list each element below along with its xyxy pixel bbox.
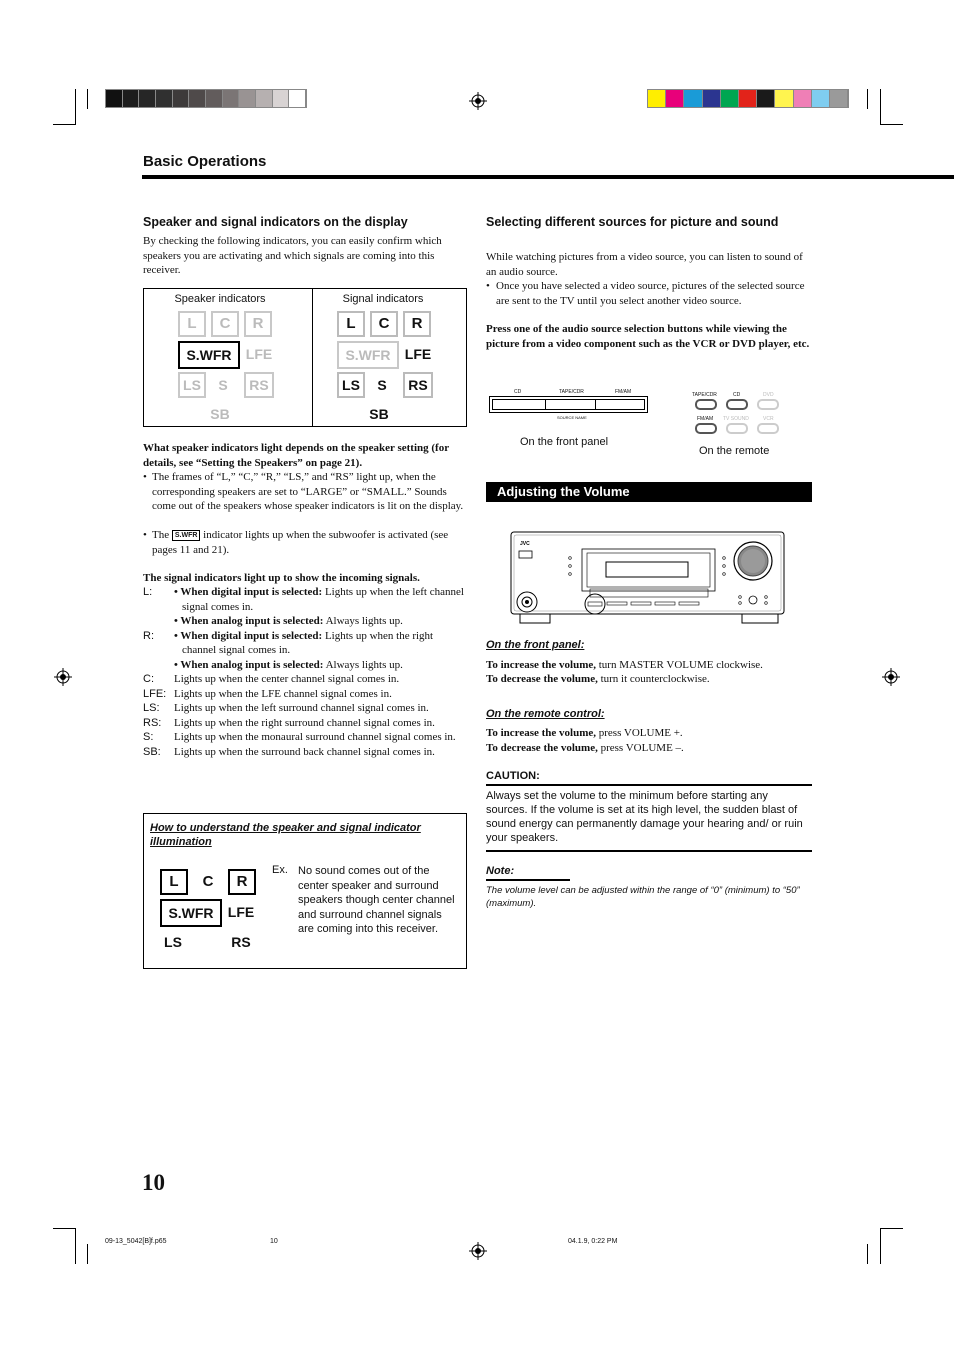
example-ind-c: C <box>202 873 214 890</box>
table-divider <box>312 289 313 426</box>
signal-list-item <box>143 716 467 731</box>
grayscale-swatch <box>139 90 156 107</box>
signal-description <box>174 672 467 687</box>
signal-label: S: <box>143 731 154 743</box>
registration-target-icon <box>54 668 72 686</box>
signal-list-item <box>143 730 467 745</box>
signal-condition: • When analog input is selected: <box>174 615 324 627</box>
grayscale-swatch <box>273 90 290 107</box>
caution-text: Always set the volume to the minimum before starting any sources. If the volume is set at its high level, the sudden blast of sound energy can permanently damage your hearing and/ or ruin your speakers. <box>486 790 803 844</box>
footer-date: 04.1.9, 0:22 PM <box>568 1238 618 1245</box>
color-swatch <box>703 90 721 107</box>
signal-label: L: <box>143 586 153 598</box>
signal-label: LS: <box>143 702 160 714</box>
remote-cd-button[interactable] <box>726 399 748 410</box>
sources-instruction: Press one of the audio source selection buttons while viewing the picture from a video component such as the VCR or DVD player, etc. <box>486 323 810 350</box>
color-swatch <box>830 90 848 107</box>
signal-list-item <box>143 672 467 687</box>
remote-vcr-button[interactable] <box>757 423 779 434</box>
fp-dec-text: turn it counterclockwise. <box>597 673 710 685</box>
front-panel-caption: On the front panel <box>520 436 609 448</box>
swfr-inline-badge: S.WFR <box>172 530 201 541</box>
grayscale-bar <box>105 89 307 108</box>
signal-ind-ls: LS <box>337 372 365 398</box>
bullet-swfr-pre: The <box>152 529 170 541</box>
signal-description <box>174 585 467 614</box>
signal-ind-lfe: LFE <box>404 346 432 362</box>
speaker-ind-l: L <box>178 311 206 337</box>
speaker-ind-r: R <box>244 311 272 337</box>
caution-rule-top <box>486 784 812 786</box>
signal-label: R: <box>143 629 154 642</box>
fp-label-tapecdr: TAPE/CDR <box>559 389 584 395</box>
signal-description <box>174 687 467 702</box>
grayscale-swatch <box>223 90 240 107</box>
signal-ind-sb: SB <box>369 406 389 422</box>
signal-ind-rs: RS <box>403 372 433 398</box>
front-panel-decrease <box>486 672 816 687</box>
signal-list <box>143 585 467 759</box>
speaker-ind-ls: LS <box>178 372 206 398</box>
signal-text: Lights up when the center channel signal comes in. <box>174 673 400 685</box>
color-swatch <box>812 90 830 107</box>
color-bar <box>647 89 849 108</box>
example-ind-r: R <box>228 869 256 895</box>
signal-label: C: <box>143 673 154 685</box>
bullet-swfr-post: indicator lights up when the subwoofer is activated (see pages 11 and 21). <box>152 529 449 556</box>
color-swatch <box>684 90 702 107</box>
example-label: Ex. <box>272 864 288 876</box>
note-rule <box>486 879 570 881</box>
remote-caption: On the remote <box>699 445 770 457</box>
example-ind-rs: RS <box>231 934 251 950</box>
signal-description <box>174 629 467 658</box>
signal-text: Always lights up. <box>323 658 403 671</box>
signal-ind-swfr: S.WFR <box>337 341 399 369</box>
remote-increase <box>486 726 816 741</box>
remote-decrease <box>486 741 816 756</box>
grayscale-swatch <box>189 90 206 107</box>
fp-dec-bold: To decrease the volume, <box>486 673 598 685</box>
remote-fmam-button[interactable] <box>695 423 717 434</box>
signal-list-item <box>143 701 467 716</box>
signal-text: Lights up when the monaural surround channel signal comes in. <box>174 731 456 743</box>
bullet-swfr: • The S.WFR indicator lights up when the subwoofer is activated (see pages 11 and 21). <box>143 529 449 556</box>
front-panel-head: On the front panel: <box>486 639 585 651</box>
example-text: No sound comes out of the center speaker and surround speakers though center channel and surround channel signals are coming into this receiver. <box>298 865 455 935</box>
receiver-brand-label: JVC <box>520 541 530 547</box>
signal-text: Lights up when the LFE channel signal comes in. <box>174 687 392 700</box>
footer-file: 09-13_5042[B]f.p65 <box>105 1238 167 1245</box>
color-swatch <box>794 90 812 107</box>
example-ind-lfe: LFE <box>227 904 255 920</box>
volume-banner-title: Adjusting the Volume <box>497 484 630 499</box>
speaker-col-label: Speaker indicators <box>174 293 266 305</box>
grayscale-swatch <box>173 90 190 107</box>
bullet-frames: • The frames of “L,” “C,” “R,” “LS,” and “RS” light up, when the corresponding speakers are set to “LARGE” or “SMALL.” Sounds come out of the speakers whose speaker indicators is lit on the display. <box>143 470 467 514</box>
speaker-indicators-title: Speaker and signal indicators on the display <box>143 215 408 229</box>
rc-inc-bold: To increase the volume, <box>486 727 596 739</box>
registration-target-icon <box>469 92 487 110</box>
speaker-ind-sb: SB <box>210 406 230 422</box>
note-text: The volume level can be adjusted within the range of “0” (minimum) to “50” (maximum). <box>486 885 800 909</box>
sources-bullet-text: Once you have selected a video source, pictures of the selected source are sent to the TV until you select another video source. <box>496 280 805 307</box>
color-swatch <box>721 90 739 107</box>
speaker-ind-swfr: S.WFR <box>178 341 240 369</box>
receiver-front-panel-illustration <box>510 531 786 627</box>
note-head: Note: <box>486 865 515 877</box>
signal-ind-s: S <box>377 377 387 393</box>
registration-target-icon <box>469 1242 487 1260</box>
sources-title: Selecting different sources for picture and sound <box>486 215 779 229</box>
grayscale-swatch <box>156 90 173 107</box>
speaker-ind-rs: RS <box>244 372 274 398</box>
grayscale-swatch <box>123 90 140 107</box>
front-panel-source-buttons <box>489 396 648 413</box>
footer-page: 10 <box>270 1238 278 1245</box>
color-swatch <box>739 90 757 107</box>
example-ind-swfr: S.WFR <box>160 899 222 927</box>
fp-source-name-label: SOURCE NAME <box>557 415 587 420</box>
sources-bullet: • Once you have selected a video source, pictures of the selected source are sent to the TV until you select another video source. <box>486 279 811 308</box>
signal-description <box>174 716 467 731</box>
signal-list-item <box>143 585 467 629</box>
bullet-frames-text: The frames of “L,” “C,” “R,” “LS,” and “RS” light up, when the corresponding speakers are set to “LARGE” or “SMALL.” Sounds come out of the speakers whose speaker indicators is lit on the display. <box>152 471 464 512</box>
remote-tapecdr-button[interactable] <box>695 399 717 410</box>
remote-label-dvd: DVD <box>763 392 774 398</box>
remote-label-vcr: VCR <box>763 416 774 422</box>
signal-description <box>174 730 467 745</box>
header-rule <box>142 175 954 179</box>
signal-text: Lights up when the surround back channel signal comes in. <box>174 745 435 758</box>
grayscale-swatch <box>206 90 223 107</box>
signal-condition: • When digital input is selected: <box>174 629 323 642</box>
signal-list-item <box>143 745 467 760</box>
rc-dec-text: press VOLUME –. <box>597 742 684 754</box>
signal-list-item <box>143 687 467 702</box>
signal-text: Lights up when the right surround channel signal comes in. <box>174 716 435 729</box>
remote-dvd-button[interactable] <box>757 399 779 410</box>
rc-dec-bold: To decrease the volume, <box>486 742 598 754</box>
signal-list-item <box>143 629 467 673</box>
signal-text: Always lights up. <box>323 615 403 627</box>
remote-control-head: On the remote control: <box>486 708 605 720</box>
color-swatch <box>666 90 684 107</box>
signal-label: LFE: <box>143 687 167 700</box>
caution-head: CAUTION: <box>486 770 540 782</box>
caution-rule-bottom <box>486 850 812 852</box>
signal-description <box>174 658 467 673</box>
remote-label-tvsound: TV SOUND <box>723 416 749 422</box>
signal-col-label: Signal indicators <box>342 293 424 305</box>
example-ind-ls: LS <box>164 934 182 950</box>
speaker-ind-lfe: LFE <box>245 346 273 362</box>
signal-condition: • When analog input is selected: <box>174 658 324 671</box>
signal-label: RS: <box>143 716 162 729</box>
registration-target-icon <box>882 668 900 686</box>
front-panel-increase <box>486 658 816 673</box>
speaker-ind-c: C <box>211 311 239 337</box>
signal-ind-r: R <box>403 311 431 337</box>
color-swatch <box>648 90 666 107</box>
remote-tvsound-button[interactable] <box>726 423 748 434</box>
page-number: 10 <box>142 1170 165 1195</box>
speaker-ind-s: S <box>218 377 228 393</box>
section-heading: Basic Operations <box>143 153 267 170</box>
signal-description <box>174 745 467 760</box>
signal-text: Lights up when the left surround channel signal comes in. <box>174 702 429 714</box>
color-swatch <box>775 90 793 107</box>
rc-inc-text: press VOLUME +. <box>596 727 683 739</box>
signal-ind-c: C <box>370 311 398 337</box>
grayscale-swatch <box>106 90 123 107</box>
remote-label-fmam: FM/AM <box>697 416 714 422</box>
speaker-setting-note: What speaker indicators light depends on the speaker setting (for details, see “Setting the Speakers” on page 21). <box>143 442 449 469</box>
signal-text: Lights up when the right channel signal comes in. <box>182 629 434 656</box>
fp-label-fmam: FM/AM <box>615 389 632 395</box>
signal-text: Lights up when the left channel signal comes in. <box>182 586 464 613</box>
fp-inc-text: turn MASTER VOLUME clockwise. <box>596 659 763 671</box>
grayscale-swatch <box>239 90 256 107</box>
remote-label-cd: CD <box>733 392 741 398</box>
signal-ind-l: L <box>337 311 365 337</box>
grayscale-swatch <box>256 90 273 107</box>
fp-label-cd: CD <box>514 389 522 395</box>
example-ind-l: L <box>160 869 188 895</box>
fp-inc-bold: To increase the volume, <box>486 659 596 671</box>
signal-label: SB: <box>143 745 161 758</box>
remote-label-tapecdr: TAPE/CDR <box>692 392 717 398</box>
signal-description <box>174 614 467 629</box>
signal-description <box>174 701 467 716</box>
color-swatch <box>757 90 775 107</box>
signal-condition: • When digital input is selected: <box>174 586 323 598</box>
signal-heading: The signal indicators light up to show the incoming signals. <box>143 572 420 584</box>
example-box-title: How to understand the speaker and signal indicator illumination <box>150 822 421 848</box>
grayscale-swatch <box>289 90 306 107</box>
speaker-intro: By checking the following indicators, you can easily confirm which speakers you are activating and which signals are coming into this receiver. <box>143 235 442 276</box>
sources-intro: While watching pictures from a video source, you can listen to sound of an audio source. <box>486 251 803 278</box>
